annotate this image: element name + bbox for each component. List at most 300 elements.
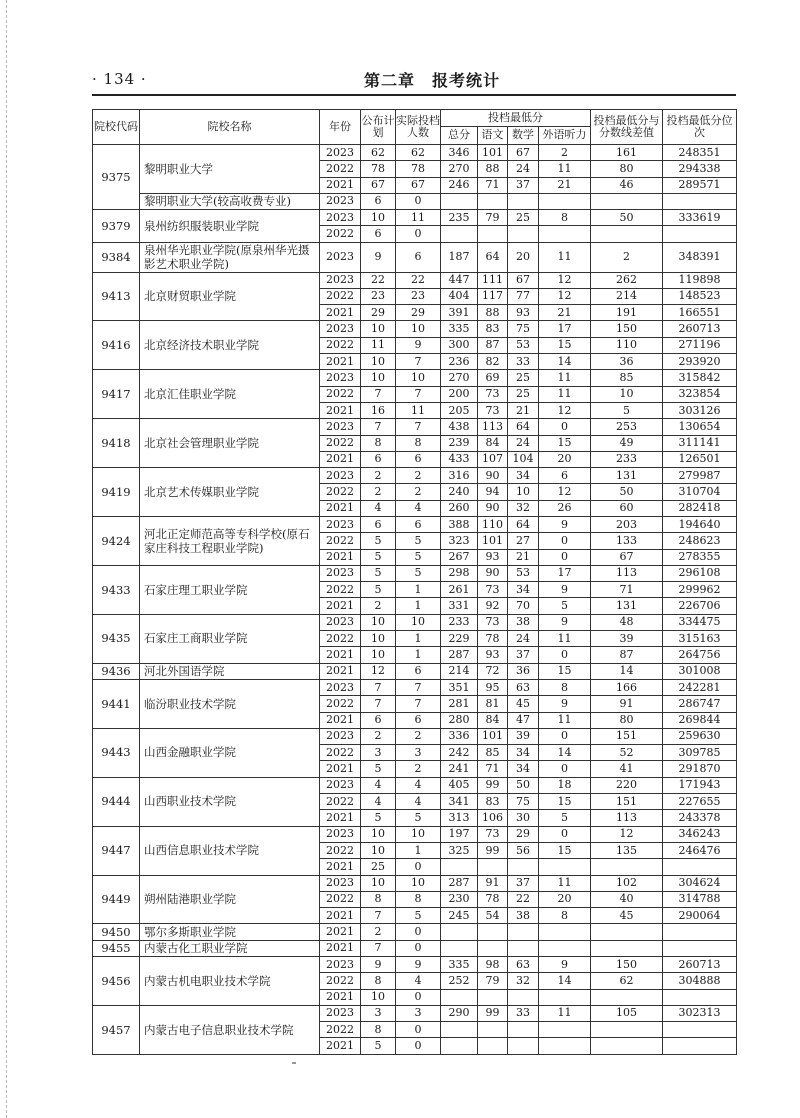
- rank-cell: 291870: [663, 761, 737, 777]
- total-cell: 239: [441, 435, 478, 451]
- plan-cell: 7: [361, 679, 396, 695]
- math-cell: 37: [508, 177, 539, 193]
- foreign-cell: 5: [539, 810, 591, 826]
- actual-cell: 2: [396, 728, 441, 744]
- year-cell: 2022: [320, 842, 361, 858]
- table-row: [93, 957, 737, 973]
- actual-cell: 6: [396, 242, 441, 272]
- total-cell: 335: [441, 957, 478, 973]
- page-header: [92, 66, 736, 90]
- school-name-cell: 河北外国语学院: [140, 663, 320, 679]
- rank-cell: 259630: [663, 728, 737, 744]
- year-cell: 2021: [320, 598, 361, 614]
- chinese-cell: 117: [478, 288, 508, 304]
- plan-cell: 22: [361, 272, 396, 288]
- total-cell: 281: [441, 696, 478, 712]
- actual-cell: 2: [396, 761, 441, 777]
- total-cell: [441, 1038, 478, 1054]
- year-cell: 2021: [320, 940, 361, 956]
- plan-cell: 6: [361, 451, 396, 467]
- year-cell: 2023: [320, 468, 361, 484]
- diff-cell: 151: [591, 794, 663, 810]
- actual-cell: 1: [396, 598, 441, 614]
- foreign-cell: 11: [539, 875, 591, 891]
- total-cell: 447: [441, 272, 478, 288]
- foreign-cell: 15: [539, 337, 591, 353]
- plan-cell: 7: [361, 940, 396, 956]
- school-code-cell: 9449: [93, 875, 140, 924]
- school-code-cell: 9384: [93, 242, 140, 272]
- plan-cell: 23: [361, 288, 396, 304]
- total-cell: 298: [441, 565, 478, 581]
- chinese-cell: [478, 989, 508, 1005]
- actual-cell: 10: [396, 370, 441, 386]
- diff-cell: [591, 226, 663, 242]
- actual-cell: 7: [396, 679, 441, 695]
- total-cell: 391: [441, 305, 478, 321]
- foreign-cell: 0: [539, 728, 591, 744]
- year-cell: 2021: [320, 761, 361, 777]
- binding-margin-line: [6, 0, 7, 1118]
- school-name-cell: 北京财贸职业学院: [140, 272, 320, 321]
- foreign-cell: 0: [539, 826, 591, 842]
- chinese-cell: [478, 1038, 508, 1054]
- math-cell: 32: [508, 973, 539, 989]
- chinese-cell: 72: [478, 663, 508, 679]
- chinese-cell: 99: [478, 1005, 508, 1021]
- total-cell: 261: [441, 582, 478, 598]
- math-cell: 47: [508, 712, 539, 728]
- total-cell: 246: [441, 177, 478, 193]
- table-row: [93, 614, 737, 630]
- diff-cell: 253: [591, 419, 663, 435]
- foreign-cell: 8: [539, 908, 591, 924]
- foreign-cell: 12: [539, 288, 591, 304]
- total-cell: 351: [441, 679, 478, 695]
- foreign-cell: 11: [539, 161, 591, 177]
- chinese-cell: 85: [478, 745, 508, 761]
- plan-cell: 9: [361, 957, 396, 973]
- math-cell: 63: [508, 679, 539, 695]
- actual-cell: 5: [396, 549, 441, 565]
- actual-cell: 5: [396, 565, 441, 581]
- year-cell: 2021: [320, 354, 361, 370]
- chinese-cell: 73: [478, 614, 508, 630]
- foreign-cell: [539, 226, 591, 242]
- total-cell: 214: [441, 663, 478, 679]
- foreign-cell: 9: [539, 957, 591, 973]
- math-cell: 25: [508, 370, 539, 386]
- plan-cell: 2: [361, 728, 396, 744]
- chinese-cell: 111: [478, 272, 508, 288]
- math-cell: 24: [508, 435, 539, 451]
- table-row: [93, 679, 737, 695]
- header-total: 总分: [441, 127, 478, 145]
- footer-mark: [292, 1062, 296, 1064]
- diff-cell: 113: [591, 565, 663, 581]
- plan-cell: 5: [361, 533, 396, 549]
- foreign-cell: [539, 193, 591, 209]
- actual-cell: 7: [396, 419, 441, 435]
- rank-cell: 148523: [663, 288, 737, 304]
- math-cell: [508, 924, 539, 940]
- foreign-cell: 17: [539, 565, 591, 581]
- rank-cell: 348391: [663, 242, 737, 272]
- plan-cell: 4: [361, 777, 396, 793]
- rank-cell: 290064: [663, 908, 737, 924]
- table-row: [93, 826, 737, 842]
- table-row: [93, 321, 737, 337]
- school-code-cell: 9457: [93, 1005, 140, 1054]
- admission-stats-table: [92, 109, 737, 1055]
- math-cell: 39: [508, 728, 539, 744]
- diff-cell: [591, 989, 663, 1005]
- math-cell: [508, 859, 539, 875]
- chinese-cell: 73: [478, 386, 508, 402]
- chinese-cell: [478, 940, 508, 956]
- foreign-cell: 5: [539, 598, 591, 614]
- year-cell: 2023: [320, 826, 361, 842]
- chinese-cell: 84: [478, 712, 508, 728]
- rank-cell: [663, 940, 737, 956]
- year-cell: 2022: [320, 631, 361, 647]
- total-cell: 197: [441, 826, 478, 842]
- rank-cell: 248623: [663, 533, 737, 549]
- rank-cell: 282418: [663, 500, 737, 516]
- chinese-cell: 84: [478, 435, 508, 451]
- diff-cell: 87: [591, 647, 663, 663]
- actual-cell: 1: [396, 647, 441, 663]
- header-actual: 实际投档人数: [396, 110, 441, 145]
- plan-cell: 8: [361, 891, 396, 907]
- school-code-cell: 9450: [93, 924, 140, 940]
- year-cell: 2022: [320, 337, 361, 353]
- total-cell: 270: [441, 161, 478, 177]
- foreign-cell: 11: [539, 712, 591, 728]
- year-cell: 2022: [320, 891, 361, 907]
- actual-cell: 7: [396, 386, 441, 402]
- chinese-cell: 92: [478, 598, 508, 614]
- plan-cell: 10: [361, 210, 396, 226]
- year-cell: 2022: [320, 288, 361, 304]
- year-cell: 2023: [320, 679, 361, 695]
- math-cell: 53: [508, 565, 539, 581]
- diff-cell: 161: [591, 145, 663, 161]
- rank-cell: 248351: [663, 145, 737, 161]
- chinese-cell: 82: [478, 354, 508, 370]
- actual-cell: 22: [396, 272, 441, 288]
- table-row: [93, 875, 737, 891]
- rank-cell: 315842: [663, 370, 737, 386]
- year-cell: 2022: [320, 696, 361, 712]
- actual-cell: 11: [396, 402, 441, 418]
- chinese-cell: [478, 924, 508, 940]
- math-cell: 27: [508, 533, 539, 549]
- diff-cell: 135: [591, 842, 663, 858]
- foreign-cell: 9: [539, 614, 591, 630]
- chinese-cell: 106: [478, 810, 508, 826]
- diff-cell: 50: [591, 210, 663, 226]
- table-row: [93, 145, 737, 161]
- school-code-cell: 9435: [93, 614, 140, 663]
- actual-cell: 0: [396, 1022, 441, 1038]
- foreign-cell: 12: [539, 484, 591, 500]
- math-cell: 29: [508, 826, 539, 842]
- math-cell: [508, 1038, 539, 1054]
- math-cell: [508, 940, 539, 956]
- table-row: [93, 419, 737, 435]
- math-cell: 77: [508, 288, 539, 304]
- math-cell: 24: [508, 631, 539, 647]
- foreign-cell: 0: [539, 647, 591, 663]
- header-diff: 投档最低分与分数线差值: [591, 110, 663, 145]
- total-cell: 252: [441, 973, 478, 989]
- total-cell: [441, 940, 478, 956]
- school-code-cell: 9447: [93, 826, 140, 875]
- plan-cell: 4: [361, 500, 396, 516]
- foreign-cell: 9: [539, 696, 591, 712]
- diff-cell: 166: [591, 679, 663, 695]
- foreign-cell: 15: [539, 663, 591, 679]
- diff-cell: 39: [591, 631, 663, 647]
- total-cell: 323: [441, 533, 478, 549]
- school-name-cell: 黎明职业大学(较高收费专业): [140, 193, 320, 209]
- math-cell: 45: [508, 696, 539, 712]
- foreign-cell: 14: [539, 354, 591, 370]
- year-cell: 2023: [320, 272, 361, 288]
- chinese-cell: 107: [478, 451, 508, 467]
- math-cell: 21: [508, 549, 539, 565]
- plan-cell: 10: [361, 875, 396, 891]
- school-name-cell: 泉州纺织服装职业学院: [140, 210, 320, 243]
- chinese-cell: [478, 859, 508, 875]
- table-row: [93, 565, 737, 581]
- math-cell: 25: [508, 386, 539, 402]
- math-cell: 64: [508, 516, 539, 532]
- diff-cell: 36: [591, 354, 663, 370]
- foreign-cell: 8: [539, 210, 591, 226]
- math-cell: 34: [508, 745, 539, 761]
- foreign-cell: 21: [539, 305, 591, 321]
- year-cell: 2022: [320, 386, 361, 402]
- plan-cell: 7: [361, 696, 396, 712]
- diff-cell: 5: [591, 402, 663, 418]
- year-cell: 2023: [320, 370, 361, 386]
- year-cell: 2023: [320, 957, 361, 973]
- actual-cell: 11: [396, 210, 441, 226]
- year-cell: 2023: [320, 145, 361, 161]
- header-name: 院校名称: [140, 110, 320, 145]
- actual-cell: 1: [396, 582, 441, 598]
- chinese-cell: 73: [478, 402, 508, 418]
- rank-cell: 304888: [663, 973, 737, 989]
- year-cell: 2021: [320, 989, 361, 1005]
- chinese-cell: 101: [478, 728, 508, 744]
- diff-cell: [591, 193, 663, 209]
- chapter-title: 第二章 报考统计: [364, 71, 501, 90]
- rank-cell: 243378: [663, 810, 737, 826]
- year-cell: 2023: [320, 728, 361, 744]
- total-cell: 287: [441, 647, 478, 663]
- total-cell: 287: [441, 875, 478, 891]
- page-number: · 134 ·: [92, 70, 147, 88]
- rank-cell: 333619: [663, 210, 737, 226]
- plan-cell: 3: [361, 1005, 396, 1021]
- foreign-cell: 2: [539, 145, 591, 161]
- rank-cell: 264756: [663, 647, 737, 663]
- rank-cell: 296108: [663, 565, 737, 581]
- year-cell: 2023: [320, 777, 361, 793]
- rank-cell: 279987: [663, 468, 737, 484]
- school-name-cell: 山西信息职业技术学院: [140, 826, 320, 875]
- foreign-cell: [539, 940, 591, 956]
- total-cell: 187: [441, 242, 478, 272]
- math-cell: 93: [508, 305, 539, 321]
- year-cell: 2023: [320, 875, 361, 891]
- diff-cell: 85: [591, 370, 663, 386]
- chinese-cell: 71: [478, 761, 508, 777]
- rank-cell: 311141: [663, 435, 737, 451]
- math-cell: 50: [508, 777, 539, 793]
- diff-cell: 203: [591, 516, 663, 532]
- diff-cell: [591, 859, 663, 875]
- chinese-cell: 78: [478, 631, 508, 647]
- math-cell: 34: [508, 468, 539, 484]
- diff-cell: 220: [591, 777, 663, 793]
- rank-cell: 130654: [663, 419, 737, 435]
- actual-cell: 62: [396, 145, 441, 161]
- total-cell: 205: [441, 402, 478, 418]
- year-cell: 2021: [320, 908, 361, 924]
- table-row: [93, 370, 737, 386]
- rank-cell: [663, 226, 737, 242]
- math-cell: 53: [508, 337, 539, 353]
- total-cell: 235: [441, 210, 478, 226]
- school-name-cell: 临汾职业技术学院: [140, 679, 320, 728]
- plan-cell: 5: [361, 761, 396, 777]
- school-name-cell: 山西金融职业学院: [140, 728, 320, 777]
- plan-cell: 12: [361, 663, 396, 679]
- foreign-cell: 11: [539, 631, 591, 647]
- rank-cell: 260713: [663, 321, 737, 337]
- total-cell: 388: [441, 516, 478, 532]
- chinese-cell: [478, 226, 508, 242]
- total-cell: 405: [441, 777, 478, 793]
- plan-cell: 10: [361, 370, 396, 386]
- header-divider: [92, 94, 736, 96]
- math-cell: 20: [508, 242, 539, 272]
- actual-cell: 10: [396, 826, 441, 842]
- chinese-cell: 87: [478, 337, 508, 353]
- rank-cell: [663, 859, 737, 875]
- rank-cell: [663, 1022, 737, 1038]
- table-row: [93, 777, 737, 793]
- plan-cell: 10: [361, 354, 396, 370]
- year-cell: 2021: [320, 177, 361, 193]
- chinese-cell: 99: [478, 842, 508, 858]
- total-cell: [441, 924, 478, 940]
- plan-cell: 4: [361, 794, 396, 810]
- plan-cell: 7: [361, 908, 396, 924]
- year-cell: 2023: [320, 242, 361, 272]
- foreign-cell: 20: [539, 451, 591, 467]
- rank-cell: 194640: [663, 516, 737, 532]
- rank-cell: 315163: [663, 631, 737, 647]
- rank-cell: 293920: [663, 354, 737, 370]
- chinese-cell: 93: [478, 647, 508, 663]
- diff-cell: 14: [591, 663, 663, 679]
- foreign-cell: 14: [539, 745, 591, 761]
- plan-cell: 8: [361, 1022, 396, 1038]
- math-cell: 21: [508, 402, 539, 418]
- plan-cell: 62: [361, 145, 396, 161]
- diff-cell: 46: [591, 177, 663, 193]
- total-cell: 236: [441, 354, 478, 370]
- chinese-cell: 90: [478, 565, 508, 581]
- year-cell: 2022: [320, 484, 361, 500]
- foreign-cell: 9: [539, 582, 591, 598]
- diff-cell: 60: [591, 500, 663, 516]
- year-cell: 2021: [320, 451, 361, 467]
- rank-cell: 246476: [663, 842, 737, 858]
- year-cell: 2021: [320, 859, 361, 875]
- table-row: [93, 468, 737, 484]
- plan-cell: 7: [361, 386, 396, 402]
- actual-cell: 78: [396, 161, 441, 177]
- math-cell: 22: [508, 891, 539, 907]
- header-plan: 公布计划: [361, 110, 396, 145]
- chinese-cell: 78: [478, 891, 508, 907]
- rank-cell: 310704: [663, 484, 737, 500]
- diff-cell: 80: [591, 712, 663, 728]
- math-cell: 10: [508, 484, 539, 500]
- actual-cell: 29: [396, 305, 441, 321]
- plan-cell: 10: [361, 989, 396, 1005]
- math-cell: 56: [508, 842, 539, 858]
- plan-cell: 8: [361, 435, 396, 451]
- diff-cell: 151: [591, 728, 663, 744]
- year-cell: 2022: [320, 582, 361, 598]
- total-cell: 341: [441, 794, 478, 810]
- rank-cell: 302313: [663, 1005, 737, 1021]
- foreign-cell: 0: [539, 533, 591, 549]
- school-code-cell: 9419: [93, 468, 140, 517]
- chinese-cell: 93: [478, 549, 508, 565]
- foreign-cell: 6: [539, 468, 591, 484]
- school-code-cell: 9436: [93, 663, 140, 679]
- plan-cell: 16: [361, 402, 396, 418]
- total-cell: 336: [441, 728, 478, 744]
- school-name-cell: 北京经济技术职业学院: [140, 321, 320, 370]
- rank-cell: 227655: [663, 794, 737, 810]
- year-cell: 2023: [320, 565, 361, 581]
- actual-cell: 2: [396, 468, 441, 484]
- school-name-cell: 内蒙古机电职业技术学院: [140, 957, 320, 1006]
- school-name-cell: 山西职业技术学院: [140, 777, 320, 826]
- diff-cell: 71: [591, 582, 663, 598]
- diff-cell: 214: [591, 288, 663, 304]
- diff-cell: 62: [591, 973, 663, 989]
- total-cell: 200: [441, 386, 478, 402]
- actual-cell: 0: [396, 940, 441, 956]
- year-cell: 2021: [320, 924, 361, 940]
- actual-cell: 4: [396, 500, 441, 516]
- rank-cell: 271196: [663, 337, 737, 353]
- school-code-cell: 9416: [93, 321, 140, 370]
- chinese-cell: 94: [478, 484, 508, 500]
- rank-cell: 278355: [663, 549, 737, 565]
- diff-cell: 52: [591, 745, 663, 761]
